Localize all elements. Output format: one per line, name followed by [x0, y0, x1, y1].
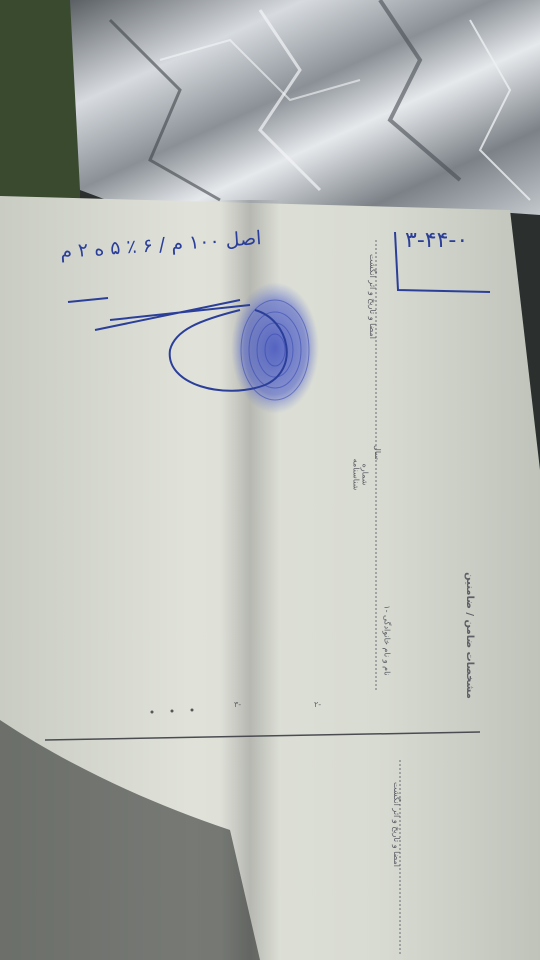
field1-sublabel: شماره — [360, 463, 370, 486]
row-2-label: ۲- — [314, 700, 322, 709]
dot-2 — [171, 710, 174, 713]
field1-sublabel2: شناسنامه — [351, 458, 361, 491]
sign-label-bottom: امضا و تاریخ و اثر انگشت — [391, 782, 401, 867]
sign-label: امضا و تاریخ و اثر انگشت — [367, 254, 377, 339]
green-fabric — [0, 0, 80, 200]
dot-3 — [191, 709, 194, 712]
fingerprint — [231, 282, 319, 414]
foil-sheet — [70, 0, 540, 215]
field1-label: ۱- نام و نام خانوادگی — [382, 605, 392, 676]
handwritten-line: اصل ۱۰۰ م / ۶ ٪ ۵ ه ۲ م — [59, 226, 263, 264]
handwritten-number: ۳-۴۴-۰ — [405, 228, 469, 253]
section-title: مشخصات ضامن / ضامنین — [463, 572, 475, 699]
field1-extra: سال — [372, 445, 382, 460]
dot-1 — [151, 711, 154, 714]
row-3-label: ۳- — [234, 700, 242, 709]
